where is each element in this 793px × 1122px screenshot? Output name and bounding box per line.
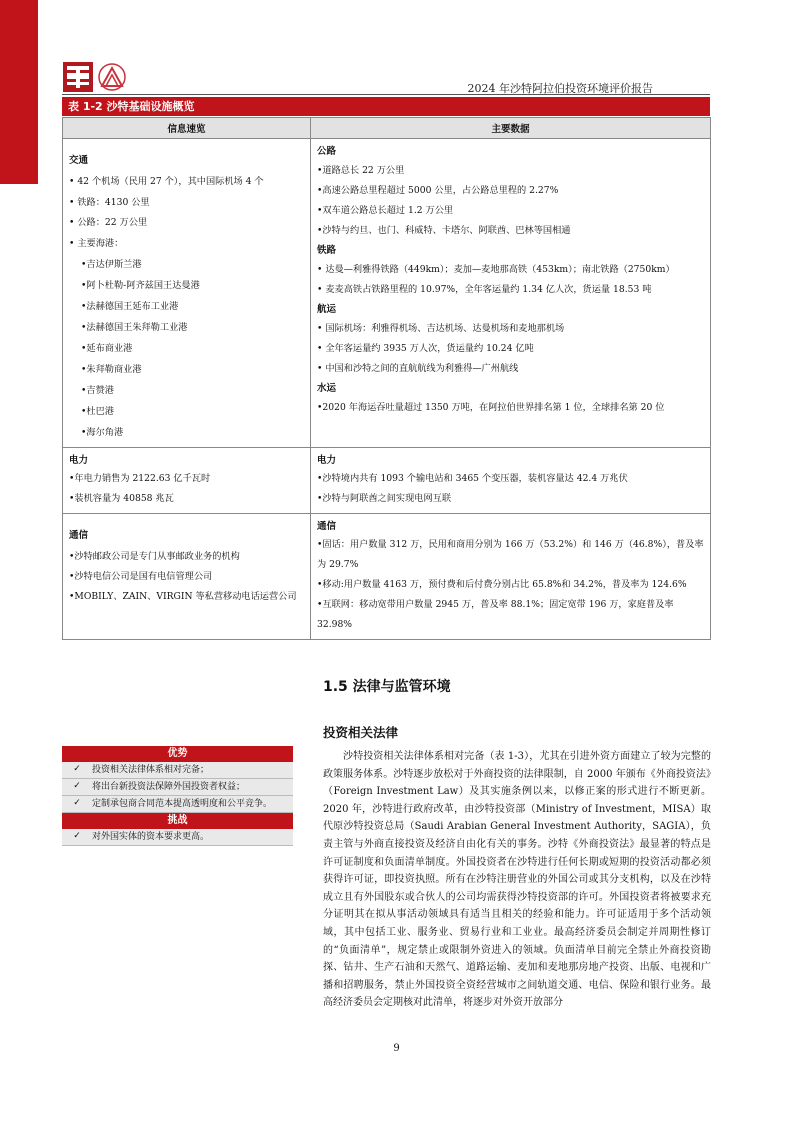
advantage-text: 将出台新投资法保障外国投资者权益； [92,782,246,792]
list-item: •装机容量为 40858 兆瓦 [69,493,174,504]
column-header-data: 主要数据 [311,118,711,139]
port-item: •阿卜杜勒-阿齐兹国王达曼港 [81,280,200,291]
list-item: •高速公路总里程超过 5000 公里，占公路总里程的 2.27% [317,185,559,196]
list-item: • 42 个机场（民用 27 个），其中国际机场 4 个 [69,176,264,187]
list-item: •沙特邮政公司是专门从事邮政业务的机构 [69,551,240,562]
port-item: •杜巴港 [81,406,114,417]
transport-data-cell [311,139,711,448]
transport-title: 交通 [69,155,89,166]
list-item: • 铁路：4130 公里 [69,196,150,208]
road-subtitle: 公路 [317,146,337,157]
port-item: •海尔角港 [81,427,124,438]
transport-overview-cell [63,139,311,448]
list-item: •固话：用户数量 312 万，民用和商用分别为 166 万（53.2%）和 146 万（46.8%），普及率为 29.7% [317,539,704,570]
left-red-bar [0,0,38,184]
air-subtitle: 航运 [317,304,337,315]
list-item: •2020 年海运吞吐量超过 1350 万吨，在阿拉伯世界排名第 1 位，全球排名第 20 位 [317,402,665,413]
list-item: • 主要海港： [69,237,124,249]
list-item [62,829,293,846]
table-caption: 表 1-2 沙特基础设施概览 [62,97,710,116]
port-item: •法赫德国王朱拜勒工业港 [81,322,188,333]
rail-subtitle: 铁路 [317,245,337,256]
advantage-text: 定制承包商合同范本提高透明度和公平竞争。 [92,799,273,809]
list-item: • 公路：22 万公里 [69,217,148,228]
infrastructure-table [62,117,711,640]
telecom-overview-cell [63,514,311,640]
list-item [62,779,293,796]
section-heading: 1.5 法律与监管环境 [323,679,451,695]
list-item: •沙特与约旦、也门、科威特、卡塔尔、阿联酋、巴林等国相通 [317,225,571,236]
list-item: •沙特与阿联酋之间实现电网互联 [317,493,452,504]
column-header-overview: 信息速览 [63,118,311,139]
port-item: •朱拜勒商业港 [81,364,142,375]
table-row-power [63,448,711,514]
header-divider [62,94,710,95]
report-title: 2024 年沙特阿拉伯投资环境评价报告 [467,82,653,95]
telecom-subtitle: 通信 [317,521,337,532]
port-item: •法赫德国王延布工业港 [81,301,179,312]
check-icon: ✓ [73,764,81,774]
table-row-transport [63,139,711,448]
list-item: •移动:用户数量 4163 万，预付费和后付费分别占比 65.8%和 34.2%，普及率为 124.6% [317,579,687,590]
check-icon: ✓ [73,831,81,841]
advantages-header: 优势 [62,746,293,762]
swot-box [62,746,293,846]
list-item [62,762,293,779]
power-title: 电力 [69,455,89,466]
telecom-title: 通信 [69,530,89,541]
list-item: •沙特境内共有 1093 个输电站和 3465 个变压器，装机容量达 42.4 万兆伏 [317,473,628,484]
power-overview-cell [63,448,311,514]
check-icon: ✓ [73,781,81,791]
port-item: •延布商业港 [81,343,133,354]
list-item: • 国际机场：利雅得机场、吉达机场、达曼机场和麦地那机场 [317,323,565,334]
port-item: •吉赞港 [81,385,114,396]
list-item: •年电力销售为 2122.63 亿千瓦时 [69,473,211,484]
table-header-row [63,118,711,139]
table-row-telecom [63,514,711,640]
page-number: 9 [393,1043,400,1054]
power-data-cell [311,448,711,514]
list-item: • 全年客运量约 3935 万人次，货运量约 10.24 亿吨 [317,343,534,354]
port-item: •吉达伊斯兰港 [81,259,142,270]
advantage-text: 投资相关法律体系相对完备； [92,765,210,775]
telecom-data-cell [311,514,711,640]
challenges-header: 挑战 [62,813,293,829]
list-item: •MOBILY、ZAIN、VIRGIN 等私营移动电话运营公司 [69,591,297,602]
power-subtitle: 电力 [317,455,337,466]
list-item: • 达曼—利雅得铁路（449km）；麦加—麦地那高铁（453km）；南北铁路（2750km） [317,264,675,275]
list-item: •双车道公路总长超过 1.2 万公里 [317,205,454,216]
list-item: • 中国和沙特之间的直航航线为利雅得—广州航线 [317,363,519,374]
list-item: •道路总长 22 万公里 [317,165,405,176]
list-item: • 麦麦高铁占铁路里程的 10.97%，全年客运量约 1.34 亿人次，货运量 18.53 吨 [317,284,652,295]
subsection-heading: 投资相关法律 [323,725,399,740]
body-paragraph: 沙特投资相关法律体系相对完备（表 1-3），尤其在引进外资方面建立了较为完整的政策服务体系。沙特逐步放松对于外商投资的法律限制，自 2000 年颁布《外商投资法》（Foreign Investment Law）及其实施条例以来，以修正案的形式进行不断更新。2020 年，沙特进行政府改革，由沙特投资部（Ministry of Investment，MISA）取代原沙特投资总局（Saudi Arabian General Investment Authority，SAGIA），负责主管与外商直接投资及经济自由化有关的事务。沙特《外商投资法》最显著的特点是许可证制度和负面清单制度。外国投资者在沙特进行任何长期或短期的投资活动都必须获得许可证，即投资执照。所有在沙特注册营业的外国公司或其分支机构，以及在沙特成立且有外国股东或合伙人的公司均需获得沙特投资部的许可。外国投资者将被要求充分证明其在拟从事活动领域具有适当且相关的经验和能力。许可证适用于多个活动领域，其中包括工业、服务业、贸易行业和工业业。最高经济委员会制定并周期性修订的“负面清单”，规定禁止或限制外资进入的领域。负面清单目前完全禁止外商投资勘探、钻井、生产石油和天然气、道路运输、麦加和麦地那房地产投资、出版、电视和广播和招聘服务，禁止外国投资全资经营城市之间轨道交通、电信、保险和银行业务。最高经济委员会定期核对此清单，将逐步对外资开放部分 [323,751,711,1009]
list-item: •互联网：移动宽带用户数量 2945 万，普及率 88.1%；固定宽带 196 万，家庭普及率 32.98% [317,599,674,630]
institution-logo [62,60,130,94]
water-subtitle: 水运 [317,383,337,394]
list-item: •沙特电信公司是国有电信管理公司 [69,571,213,582]
check-icon: ✓ [73,798,81,808]
list-item [62,796,293,813]
challenge-text: 对外国实体的资本要求更高。 [92,832,210,842]
